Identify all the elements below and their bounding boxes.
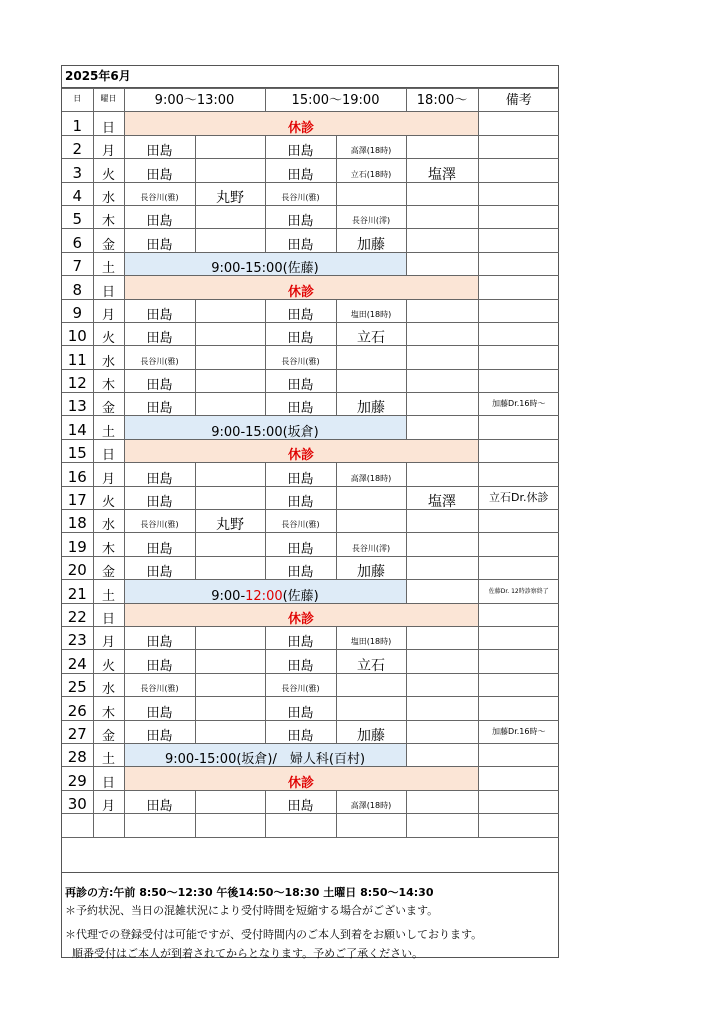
table-row [62,299,559,322]
weekday: 月 [93,626,124,649]
saturday-hours: 9:00-15:00(坂倉) [124,416,406,439]
evening-doctor [406,814,478,837]
evening-doctor [406,322,478,345]
weekday: 金 [93,229,124,252]
afternoon-doctor-1: 田島 [265,697,336,720]
weekday: 木 [93,697,124,720]
closed-label: 休診 [124,276,478,299]
notes-cell [478,369,559,392]
notes-cell [478,790,559,813]
morning-doctor-1: 長谷川(雅) [124,346,195,369]
closed-label: 休診 [124,112,478,135]
table-row [62,346,559,369]
weekday: 火 [93,322,124,345]
table-row [62,626,559,649]
day-number: 26 [62,697,93,720]
morning-doctor-1 [124,814,195,837]
morning-doctor-2 [195,346,265,369]
header-notes: 備考 [478,89,559,112]
notes-cell [478,182,559,205]
day-number: 2 [62,135,93,158]
afternoon-doctor-1: 田島 [265,135,336,158]
afternoon-doctor-1: 長谷川(雅) [265,346,336,369]
afternoon-doctor-2 [336,697,406,720]
morning-doctor-2 [195,369,265,392]
evening-cell [406,252,478,275]
afternoon-doctor-2: 加藤 [336,720,406,743]
afternoon-doctor-2: 塩田(18時) [336,299,406,322]
table-row [62,439,559,462]
evening-doctor [406,673,478,696]
table-row [62,556,559,579]
header-morning: 9:00～13:00 [124,89,265,112]
day-number: 5 [62,205,93,228]
table-row [62,743,559,766]
notes-cell [478,650,559,673]
morning-doctor-1: 田島 [124,486,195,509]
weekday: 月 [93,299,124,322]
weekday: 木 [93,533,124,556]
morning-doctor-2 [195,790,265,813]
afternoon-doctor-1: 田島 [265,299,336,322]
weekday: 月 [93,463,124,486]
notes-cell: 立石Dr.休診 [478,486,559,509]
morning-doctor-2 [195,322,265,345]
header-afternoon: 15:00～19:00 [265,89,406,112]
table-row [62,182,559,205]
schedule-table [62,88,559,838]
afternoon-doctor-2: 塩田(18時) [336,626,406,649]
afternoon-doctor-2 [336,369,406,392]
table-row [62,673,559,696]
day-number: 24 [62,650,93,673]
morning-doctor-1: 長谷川(雅) [124,510,195,533]
morning-doctor-1: 田島 [124,322,195,345]
table-row [62,229,559,252]
morning-doctor-1: 田島 [124,393,195,416]
footer-line-hours: 再診の方:午前 8:50～12:30 午後14:50～18:30 土曜日 8:50～14:30 [65,886,434,899]
saturday-hours-start: 9:00- [211,588,246,604]
notes-cell [478,346,559,369]
day-number: 22 [62,603,93,626]
saturday-doctor: (佐藤) [282,588,319,604]
table-row [62,135,559,158]
day-number: 12 [62,369,93,392]
evening-doctor [406,463,478,486]
notes-cell: 加藤Dr.16時～ [478,393,559,416]
day-number: 28 [62,743,93,766]
afternoon-doctor-1: 長谷川(雅) [265,182,336,205]
weekday [93,814,124,837]
table-row [62,276,559,299]
day-number: 23 [62,626,93,649]
notes-cell [478,439,559,462]
notes-cell [478,252,559,275]
morning-doctor-1: 田島 [124,650,195,673]
day-number: 19 [62,533,93,556]
weekday: 土 [93,416,124,439]
notes-cell [478,767,559,790]
afternoon-doctor-2 [336,814,406,837]
day-number: 1 [62,112,93,135]
afternoon-doctor-2 [336,673,406,696]
afternoon-doctor-2: 高澤(18時) [336,790,406,813]
weekday: 土 [93,743,124,766]
morning-doctor-2 [195,673,265,696]
morning-doctor-1: 長谷川(雅) [124,673,195,696]
evening-doctor [406,182,478,205]
day-number: 9 [62,299,93,322]
afternoon-doctor-2: 高澤(18時) [336,135,406,158]
footer-line-proxy: ＊代理での登録受付は可能ですが、受付時間内のご本人到着をお願いしております。 [65,928,483,941]
morning-doctor-1: 田島 [124,229,195,252]
evening-doctor [406,720,478,743]
afternoon-doctor-2: 立石 [336,650,406,673]
saturday-hours: 9:00-15:00(佐藤) [124,252,406,275]
table-row [62,510,559,533]
table-row [62,814,559,837]
evening-doctor [406,135,478,158]
notes-cell [478,673,559,696]
table-row [62,159,559,182]
notes-cell [478,135,559,158]
morning-doctor-2 [195,135,265,158]
weekday: 火 [93,650,124,673]
notes-cell [478,533,559,556]
afternoon-doctor-1: 田島 [265,322,336,345]
afternoon-doctor-1: 長谷川(雅) [265,673,336,696]
afternoon-doctor-1: 田島 [265,626,336,649]
morning-doctor-1: 田島 [124,720,195,743]
evening-doctor [406,556,478,579]
afternoon-doctor-1: 田島 [265,556,336,579]
notes-cell [478,814,559,837]
afternoon-doctor-1: 田島 [265,790,336,813]
notes-cell [478,276,559,299]
table-row [62,533,559,556]
morning-doctor-2 [195,533,265,556]
morning-doctor-1: 田島 [124,556,195,579]
evening-doctor [406,369,478,392]
afternoon-doctor-1: 田島 [265,205,336,228]
morning-doctor-2 [195,205,265,228]
notes-cell [478,299,559,322]
day-number: 27 [62,720,93,743]
morning-doctor-2 [195,463,265,486]
morning-doctor-2 [195,159,265,182]
afternoon-doctor-2: 加藤 [336,229,406,252]
morning-doctor-1: 田島 [124,299,195,322]
morning-doctor-1: 田島 [124,626,195,649]
evening-doctor [406,205,478,228]
header-day: 日 [62,89,93,112]
closed-label: 休診 [124,767,478,790]
day-number: 13 [62,393,93,416]
day-number: 4 [62,182,93,205]
table-row [62,393,559,416]
morning-doctor-2 [195,720,265,743]
afternoon-doctor-1: 田島 [265,463,336,486]
weekday: 日 [93,276,124,299]
day-number: 30 [62,790,93,813]
morning-doctor-1: 田島 [124,463,195,486]
afternoon-doctor-1: 田島 [265,369,336,392]
weekday: 木 [93,205,124,228]
weekday: 日 [93,603,124,626]
evening-cell [406,580,478,603]
weekday: 土 [93,252,124,275]
evening-cell [406,743,478,766]
day-number: 10 [62,322,93,345]
day-number: 18 [62,510,93,533]
table-row [62,720,559,743]
afternoon-doctor-2: 長谷川(澪) [336,533,406,556]
notes-cell [478,205,559,228]
weekday: 水 [93,673,124,696]
day-number: 11 [62,346,93,369]
page-title: 2025年6月 [62,66,558,88]
table-row [62,252,559,275]
evening-doctor: 塩澤 [406,159,478,182]
table-row [62,603,559,626]
notes-cell [478,556,559,579]
afternoon-doctor-1: 田島 [265,533,336,556]
table-row [62,767,559,790]
notes-cell [478,463,559,486]
morning-doctor-2 [195,626,265,649]
notes-cell [478,510,559,533]
table-row [62,322,559,345]
header-weekday: 曜日 [93,89,124,112]
evening-doctor [406,393,478,416]
closed-label: 休診 [124,439,478,462]
evening-cell [406,416,478,439]
weekday: 火 [93,486,124,509]
day-number: 8 [62,276,93,299]
day-number: 14 [62,416,93,439]
afternoon-doctor-2: 長谷川(澪) [336,205,406,228]
afternoon-doctor-2 [336,486,406,509]
notes-cell: 佐藤Dr. 12時診察終了 [478,580,559,603]
day-number: 29 [62,767,93,790]
morning-doctor-2: 丸野 [195,510,265,533]
table-row [62,416,559,439]
day-number: 25 [62,673,93,696]
weekday: 木 [93,369,124,392]
table-row [62,697,559,720]
notes-cell [478,416,559,439]
weekday: 日 [93,112,124,135]
morning-doctor-1: 田島 [124,159,195,182]
weekday: 金 [93,720,124,743]
afternoon-doctor-2 [336,346,406,369]
afternoon-doctor-1: 田島 [265,393,336,416]
evening-doctor [406,626,478,649]
evening-doctor [406,697,478,720]
morning-doctor-1: 田島 [124,369,195,392]
saturday-hours [124,580,406,603]
table-row [62,112,559,135]
table-row [62,369,559,392]
evening-doctor [406,790,478,813]
day-number: 6 [62,229,93,252]
day-number: 3 [62,159,93,182]
weekday: 金 [93,393,124,416]
evening-doctor [406,229,478,252]
table-row [62,650,559,673]
morning-doctor-2: 丸野 [195,182,265,205]
afternoon-doctor-1 [265,814,336,837]
weekday: 水 [93,346,124,369]
morning-doctor-2 [195,650,265,673]
weekday: 日 [93,439,124,462]
day-number: 17 [62,486,93,509]
morning-doctor-2 [195,697,265,720]
weekday: 水 [93,182,124,205]
weekday: 月 [93,135,124,158]
morning-doctor-1: 長谷川(雅) [124,182,195,205]
afternoon-doctor-2: 加藤 [336,556,406,579]
notes-cell [478,229,559,252]
footer-notes [62,872,558,958]
header-row [62,89,559,112]
afternoon-doctor-2: 立石 [336,322,406,345]
afternoon-doctor-2 [336,510,406,533]
table-row [62,205,559,228]
day-number: 7 [62,252,93,275]
afternoon-doctor-2 [336,182,406,205]
day-number: 20 [62,556,93,579]
morning-doctor-1: 田島 [124,205,195,228]
evening-doctor [406,346,478,369]
afternoon-doctor-2: 加藤 [336,393,406,416]
weekday: 火 [93,159,124,182]
header-evening: 18:00～ [406,89,478,112]
afternoon-doctor-1: 田島 [265,229,336,252]
notes-cell [478,626,559,649]
morning-doctor-1: 田島 [124,790,195,813]
evening-doctor [406,299,478,322]
weekday: 日 [93,767,124,790]
afternoon-doctor-1: 長谷川(雅) [265,510,336,533]
evening-doctor: 塩澤 [406,486,478,509]
table-row [62,463,559,486]
morning-doctor-1: 田島 [124,135,195,158]
closed-label: 休診 [124,603,478,626]
notes-cell [478,159,559,182]
footer-line-order: 順番受付はご本人が到着されてからとなります。予めご了承ください。 [72,947,424,960]
afternoon-doctor-2: 高澤(18時) [336,463,406,486]
evening-doctor [406,650,478,673]
footer-line-notice: ＊予約状況、当日の混雑状況により受付時間を短縮する場合がございます。 [65,904,439,917]
notes-cell [478,112,559,135]
notes-cell: 加藤Dr.16時～ [478,720,559,743]
afternoon-doctor-1: 田島 [265,720,336,743]
notes-cell [478,322,559,345]
afternoon-doctor-1: 田島 [265,486,336,509]
weekday: 水 [93,510,124,533]
afternoon-doctor-2: 立石(18時) [336,159,406,182]
weekday: 金 [93,556,124,579]
day-number: 16 [62,463,93,486]
day-number: 21 [62,580,93,603]
afternoon-doctor-1: 田島 [265,650,336,673]
morning-doctor-2 [195,814,265,837]
day-number [62,814,93,837]
notes-cell [478,697,559,720]
morning-doctor-2 [195,229,265,252]
notes-cell [478,743,559,766]
evening-doctor [406,510,478,533]
saturday-hours-end: 12:00 [245,588,283,604]
table-row [62,790,559,813]
table-row [62,486,559,509]
morning-doctor-2 [195,393,265,416]
morning-doctor-2 [195,556,265,579]
table-row [62,580,559,603]
saturday-hours: 9:00-15:00(坂倉)/ 婦人科(百村) [124,743,406,766]
day-number: 15 [62,439,93,462]
morning-doctor-1: 田島 [124,533,195,556]
schedule-sheet [61,65,559,958]
weekday: 月 [93,790,124,813]
morning-doctor-2 [195,299,265,322]
notes-cell [478,603,559,626]
afternoon-doctor-1: 田島 [265,159,336,182]
weekday: 土 [93,580,124,603]
morning-doctor-2 [195,486,265,509]
evening-doctor [406,533,478,556]
morning-doctor-1: 田島 [124,697,195,720]
